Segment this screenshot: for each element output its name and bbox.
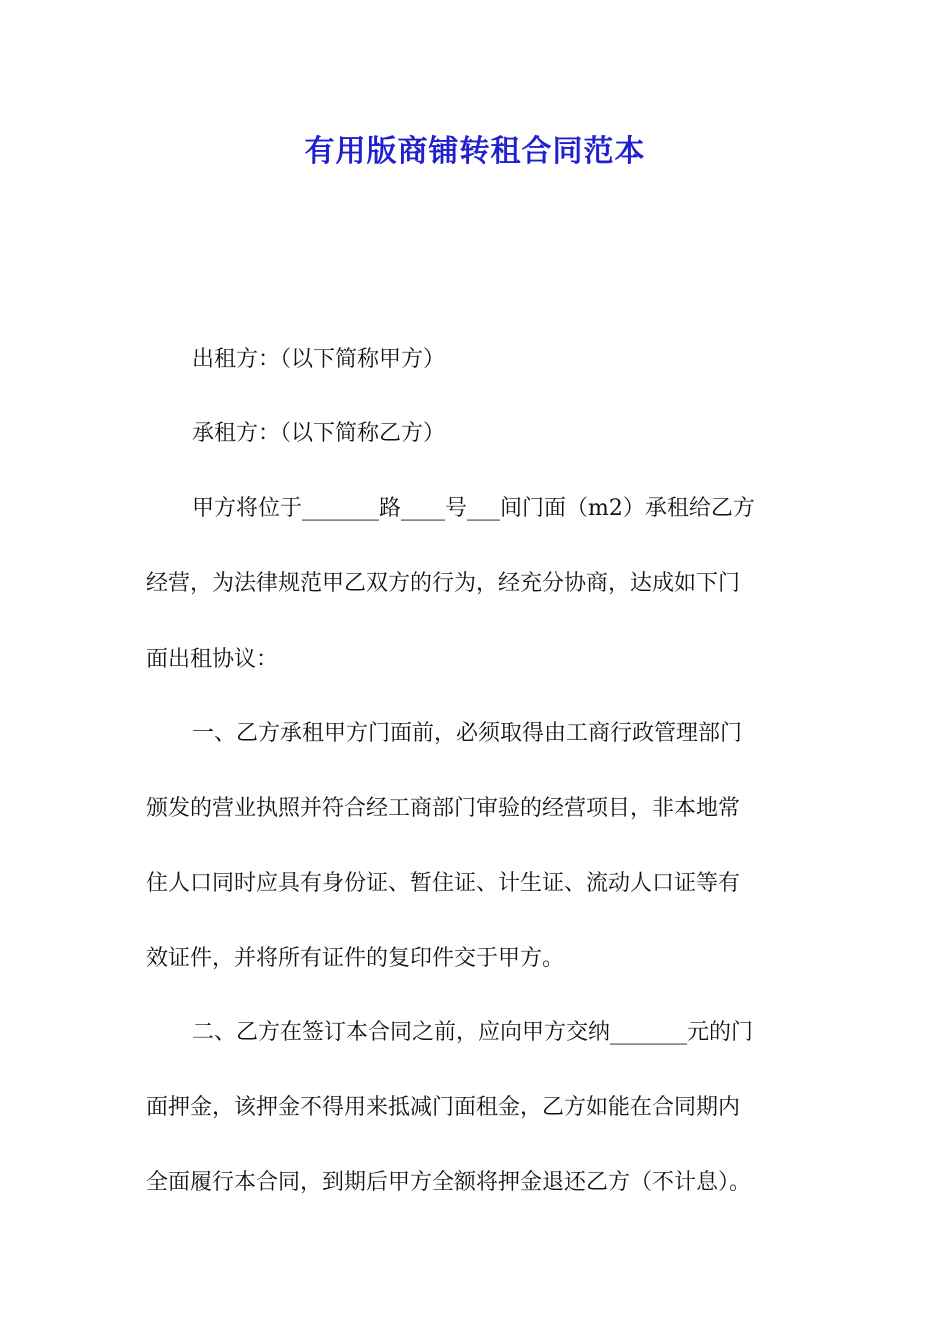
clause-1-line-2: 颁发的营业执照并符合经工商部门审验的经营项目，非本地常 [146, 796, 741, 821]
paragraph-intro-line-2: 经营，为法律规范甲乙双方的行为，经充分协商，达成如下门 [146, 571, 741, 596]
clause-2-line-1: 二、乙方在签订本合同之前，应向甲方交纳_______元的门 [192, 1020, 754, 1045]
document-title: 有用版商铺转租合同范本 [304, 134, 646, 169]
lessee-line: 承租方：（以下简称乙方） [192, 421, 446, 446]
paragraph-intro-line-3: 面出租协议： [146, 647, 279, 672]
clause-1-line-3: 住人口同时应具有身份证、暂住证、计生证、流动人口证等有 [146, 871, 741, 896]
clause-1-line-1: 一、乙方承租甲方门面前，必须取得由工商行政管理部门 [192, 721, 743, 746]
paragraph-intro-line-1: 甲方将位于_______路____号___间门面（m2）承租给乙方 [192, 496, 755, 521]
clause-2-line-3: 全面履行本合同，到期后甲方全额将押金退还乙方（不计息）。 [146, 1170, 752, 1195]
clause-1-line-4: 效证件，并将所有证件的复印件交于甲方。 [146, 946, 565, 971]
clause-2-line-2: 面押金，该押金不得用来抵减门面租金，乙方如能在合同期内 [146, 1095, 741, 1120]
lessor-line: 出租方：（以下简称甲方） [192, 347, 446, 372]
